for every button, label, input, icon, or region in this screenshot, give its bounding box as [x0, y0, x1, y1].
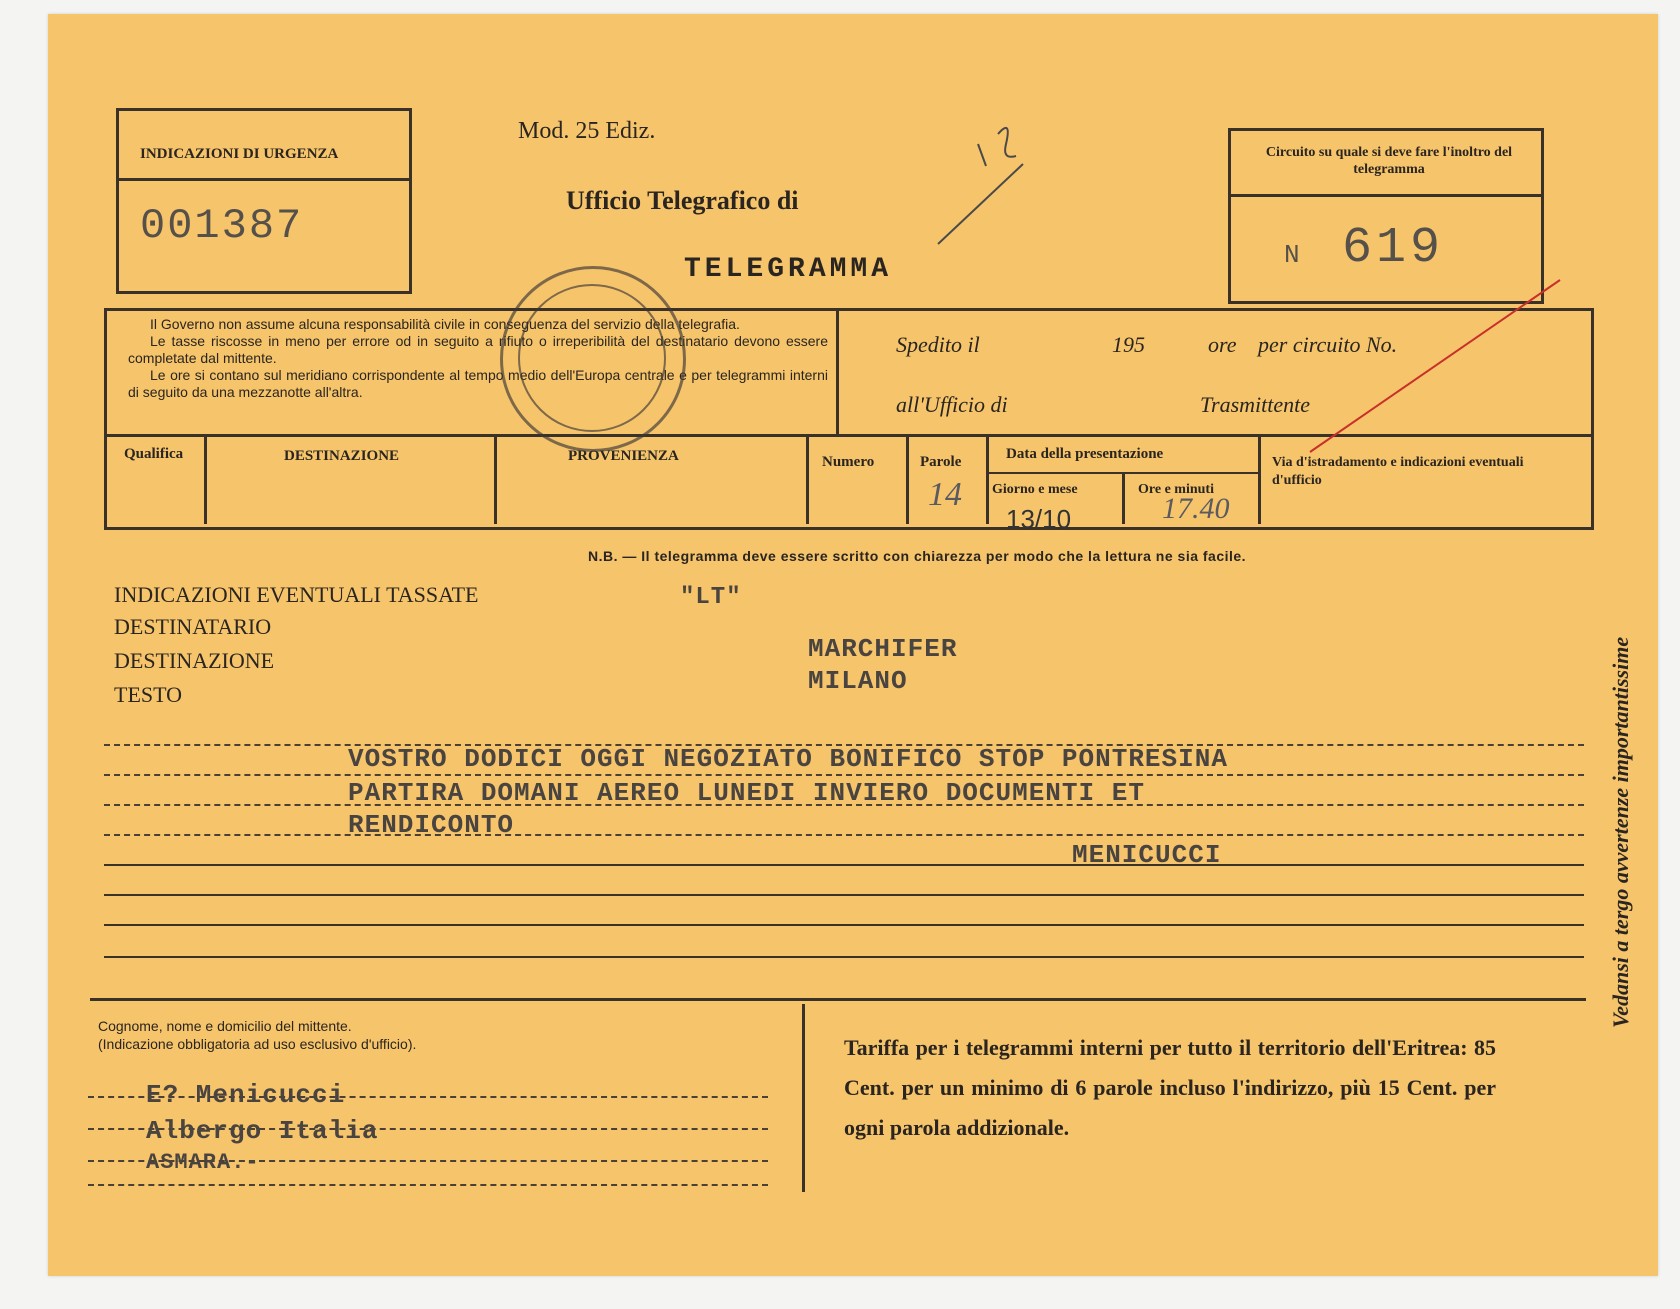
label-testo: TESTO: [114, 682, 183, 707]
col-parole: Parole: [920, 454, 962, 470]
label-destinatario: DESTINATARIO: [114, 614, 272, 639]
sender-note: (Indicazione obbligatoria ad uso esclusivo d'ufficio).: [98, 1036, 417, 1052]
serial-number: 001387: [140, 202, 304, 250]
red-pencil-stroke: [1308, 276, 1568, 456]
trasmittente-label: Trasmittente: [1200, 392, 1311, 417]
col-via: Via d'istradamento e indicazioni eventuali d'ufficio: [1272, 455, 1524, 488]
disclaimer-line: Il Governo non assume alcuna responsabilità civile in conseguenza del servizio della telegrafia.: [150, 316, 740, 332]
parole-value: 14: [928, 476, 962, 513]
label-tassate: INDICAZIONI EVENTUALI TASSATE: [114, 582, 479, 607]
col-qualifica: Qualifica: [124, 446, 184, 462]
col-ore-minuti: Ore e minuti: [1138, 482, 1214, 497]
circuit-prefix: N: [1284, 240, 1300, 270]
nb-note: N.B. — Il telegramma deve essere scritto con chiarezza per modo che la lettura ne sia facile.: [588, 548, 1247, 564]
per-circuito-label: per circuito No.: [1258, 332, 1398, 357]
col-destinazione: DESTINAZIONE: [284, 448, 400, 464]
typed-destinazione: MILANO: [808, 666, 908, 696]
postmark-inner-ring: [518, 284, 666, 432]
col-giorno-mese: Giorno e mese: [992, 482, 1078, 497]
message-signature: MENICUCCI: [1072, 840, 1222, 870]
ore-minuti-value: 17.40: [1162, 492, 1230, 525]
message-line: RENDICONTO: [348, 810, 515, 840]
urgency-box: [116, 108, 412, 294]
ore-label: ore: [1208, 332, 1237, 357]
message-line: PARTIRA DOMANI AEREO LUNEDI INVIERO DOCUMENTI ET: [348, 778, 1145, 808]
model-edition: Mod. 25 Ediz.: [518, 118, 656, 144]
year-label: 195: [1112, 332, 1145, 357]
message-line: VOSTRO DODICI OGGI NEGOZIATO BONIFICO STOP PONTRESINA: [348, 744, 1228, 774]
sender-line: Albergo Italia: [146, 1116, 379, 1146]
col-numero: Numero: [822, 454, 875, 470]
label-destinazione: DESTINAZIONE: [114, 648, 275, 673]
pencil-marks: [928, 104, 1068, 254]
sender-line: ASMARA.-: [146, 1150, 260, 1175]
circuit-label: Circuito su quale si deve fare l'inoltro del telegramma: [1265, 145, 1513, 177]
disclaimer-text: [128, 316, 828, 401]
col-provenienza: PROVENIENZA: [568, 448, 679, 464]
disclaimer-line: Le ore si contano sul meridiano corrispondente al tempo medio dell'Europa centrale e per telegrammi interni di seguito da una mezzanotte all'altra.: [128, 367, 828, 400]
document-title: TELEGRAMMA: [684, 254, 893, 285]
tariff-text: Tariffa per i telegrammi interni per tutto il territorio dell'Eritrea: 85 Cent. per un minimo di 6 parole incluso l'indirizzo, più 15 Cent. per ogni parola addizionale.: [844, 1035, 1496, 1140]
spedito-label: Spedito il: [896, 332, 980, 357]
sender-label: Cognome, nome e domicilio del mittente.: [98, 1018, 352, 1034]
col-data-presentazione: Data della presentazione: [1006, 446, 1164, 462]
giorno-mese-value: 13/10: [1006, 504, 1072, 534]
sender-line: E? Menicucci: [146, 1080, 346, 1110]
office-title: Ufficio Telegrafico di: [566, 186, 799, 215]
urgency-label: INDICAZIONI DI URGENZA: [140, 146, 339, 162]
telegram-form-sheet: [48, 14, 1658, 1276]
typed-tassate: "LT": [680, 584, 742, 611]
disclaimer-line: Le tasse riscosse in meno per errore od in seguito a rifiuto o irreperibilità del destinatario devono essere completate dal mittente.: [128, 333, 828, 366]
typed-destinatario: MARCHIFER: [808, 634, 958, 664]
side-note: Vedansi a tergo avvertenze importantissime: [1608, 636, 1633, 1028]
all-ufficio-label: all'Ufficio di: [896, 392, 1008, 417]
circuit-number: 619: [1342, 220, 1445, 277]
